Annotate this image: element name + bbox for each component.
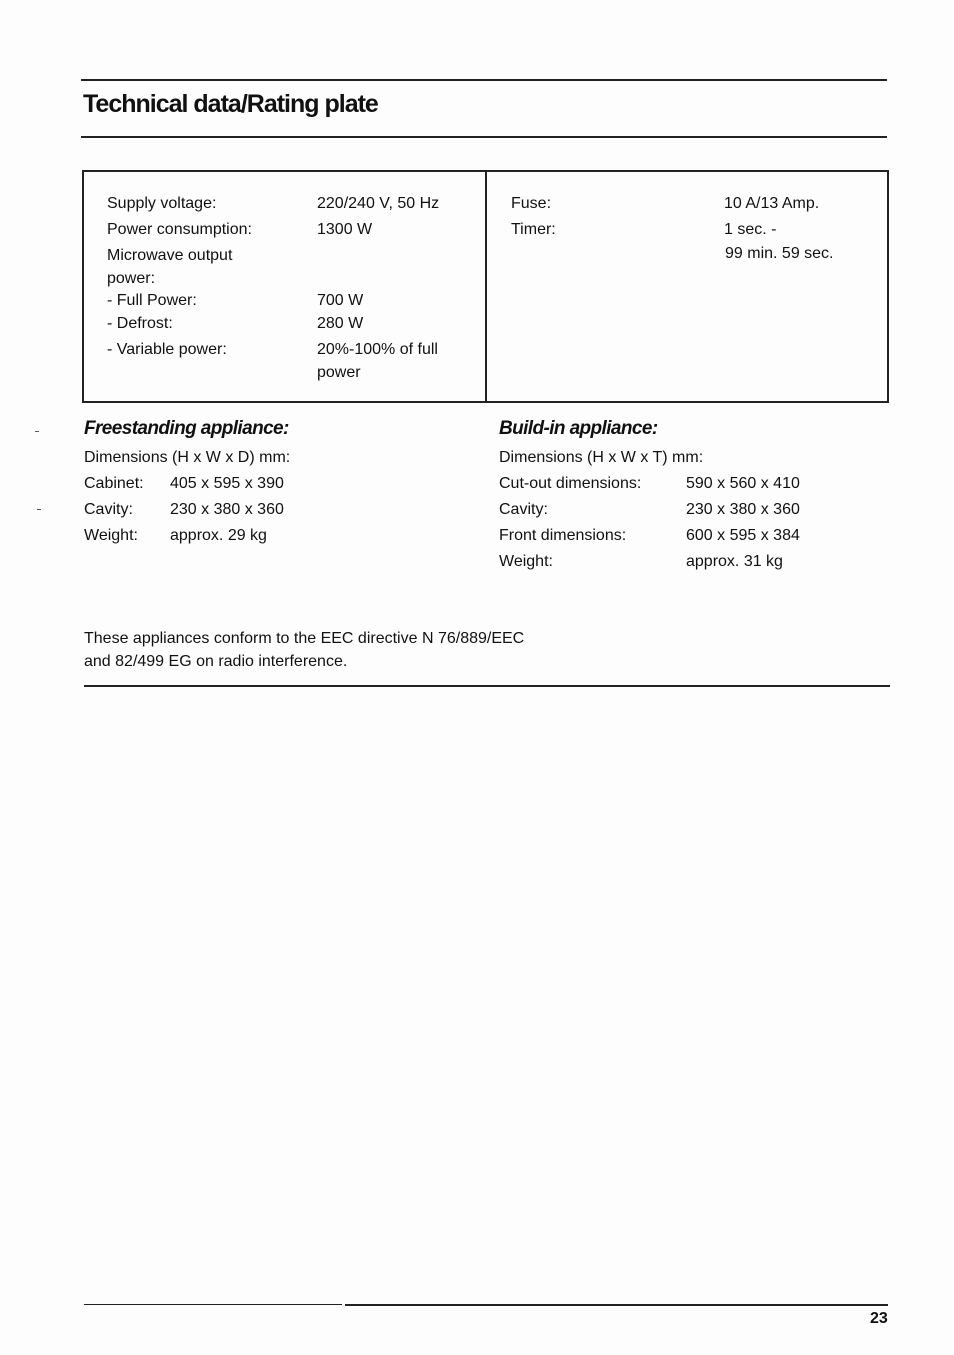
- spec-value: 1 sec. -: [724, 221, 777, 238]
- spec-label: Power consumption:: [107, 221, 252, 238]
- conformity-note: [84, 627, 524, 673]
- spec-value: 1300 W: [317, 221, 373, 238]
- freestanding-dimensions-label: Dimensions (H x W x D) mm:: [84, 449, 291, 466]
- freestanding-heading: Freestanding appliance:: [84, 418, 289, 439]
- dimension-value: 590 x 560 x 410: [686, 475, 800, 492]
- builtin-dimensions-label: Dimensions (H x W x T) mm:: [499, 449, 704, 466]
- spec-label: Fuse:: [511, 195, 552, 212]
- dimension-label: Cabinet:: [84, 475, 144, 492]
- spec-value: 700 W: [317, 292, 364, 309]
- spec-label: - Defrost:: [107, 315, 173, 332]
- footer-rule: [345, 1304, 888, 1306]
- top-rule: [81, 79, 887, 81]
- title-rule: [81, 136, 887, 138]
- footer-rule: [84, 1304, 342, 1305]
- page-title: Technical data/Rating plate: [83, 90, 378, 118]
- spec-value: 220/240 V, 50 Hz: [317, 195, 440, 212]
- spec-label: Timer:: [511, 221, 556, 238]
- table-divider: [485, 172, 487, 401]
- dimension-label: Weight:: [499, 553, 553, 570]
- margin-mark: [35, 431, 39, 432]
- page-number: 23: [870, 1310, 888, 1327]
- margin-mark: [37, 509, 41, 510]
- spec-value: 99 min. 59 sec.: [725, 245, 834, 262]
- dimension-value: approx. 31 kg: [686, 553, 783, 570]
- note-line: These appliances conform to the EEC directive N 76/889/EEC: [84, 630, 525, 647]
- dimension-label: Front dimensions:: [499, 527, 627, 544]
- spec-label: Microwave output power:: [107, 247, 233, 287]
- dimension-label: Cavity:: [84, 501, 133, 518]
- dimension-value: 230 x 380 x 360: [170, 501, 284, 518]
- dimension-value: 230 x 380 x 360: [686, 501, 800, 518]
- dimension-value: 405 x 595 x 390: [170, 475, 284, 492]
- spec-label: Supply voltage:: [107, 195, 217, 212]
- dimension-label: Cavity:: [499, 501, 548, 518]
- dimension-label: Weight:: [84, 527, 138, 544]
- spec-value: 20%-100% of full power: [317, 341, 438, 381]
- section-end-rule: [84, 685, 890, 687]
- note-line: and 82/499 EG on radio interference.: [84, 653, 348, 670]
- dimension-value: approx. 29 kg: [170, 527, 267, 544]
- spec-value: 280 W: [317, 315, 364, 332]
- spec-value: 10 A/13 Amp.: [724, 195, 820, 212]
- spec-label: - Variable power:: [107, 341, 227, 358]
- rating-plate-table: [82, 170, 889, 403]
- builtin-heading: Build-in appliance:: [499, 418, 658, 439]
- spec-label: - Full Power:: [107, 292, 197, 309]
- dimension-value: 600 x 595 x 384: [686, 527, 800, 544]
- dimension-label: Cut-out dimensions:: [499, 475, 642, 492]
